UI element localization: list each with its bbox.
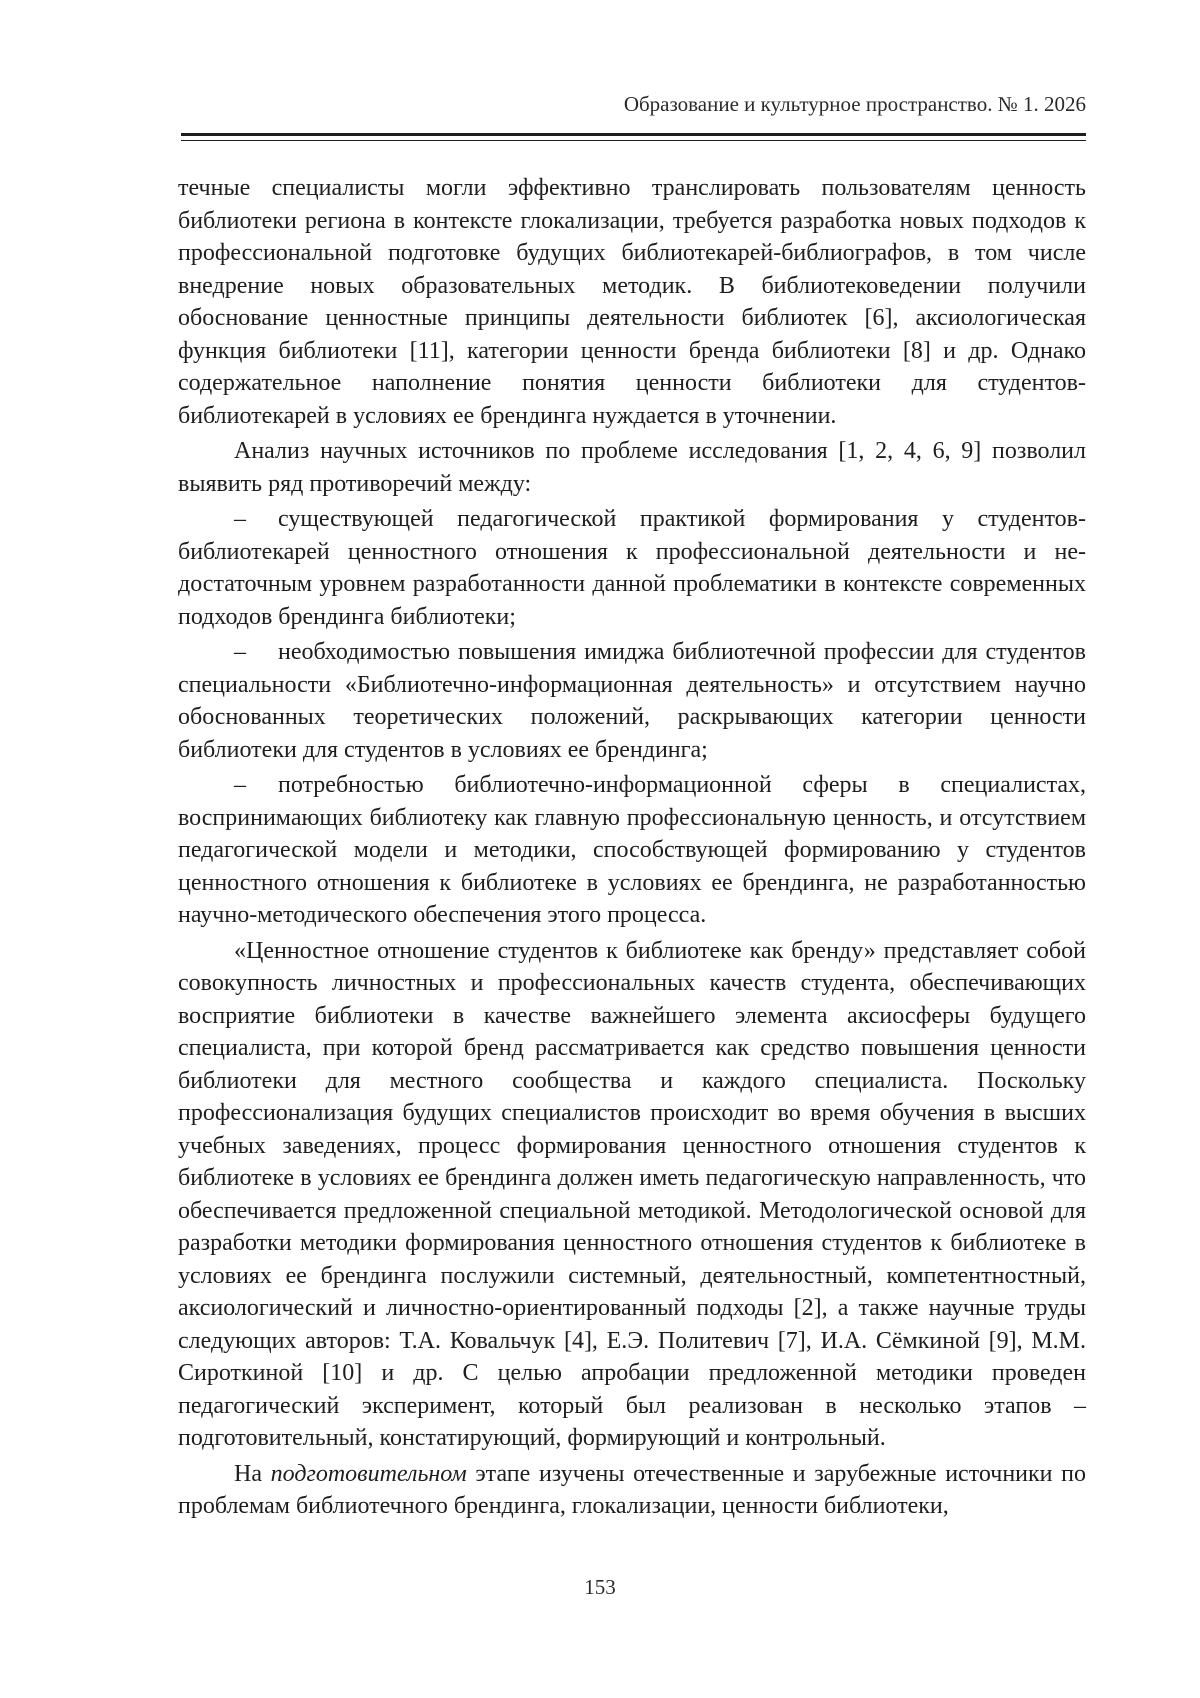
paragraph-preparatory-stage — [178, 1458, 1086, 1523]
article-body — [178, 172, 1086, 1523]
running-header: Образование и культурное пространство. № 1. 2026 — [623, 92, 1086, 116]
paragraph-value-relation: «Ценностное отношение студентов к библиотеке как бренду» представляет собой совокупность личностных и профессиональных качеств студента, обеспечивающих восприятие библиотеки в качестве важнейшего элемента аксиосферы будущего специалиста, при которой бренд рассматривается как средство повышения ценности библиотеки для местного сообщества и каждого специалиста. Поскольку профессионализация будущих специалистов происходит во время обучения в высших учебных заведениях, процесс формирования ценностного отношения студентов к библиотеке в условиях ее брендинга должен иметь педагогическую направленность, что обеспечивается предложенной специальной методикой. Методологической основой для разработки методики формирования ценностного отношения студентов к библиотеке в условиях ее брендинга послужили системный, деятельностный, компетентностный, аксиологический и личностно-ориентированный подходы [2], а также научные труды следующих авторов: Т.А. Ковальчук [4], Е.Э. Политевич [7], И.А. Сёмкиной [9], М.М. Сироткиной [10] и др. С целью апробации предложенной методики проведен педагогический эксперимент, который был реализован в несколько этапов – подготовительный, констатирующий, формирующий и контрольный. — [178, 937, 1086, 1451]
list-dash: – — [234, 639, 246, 665]
paragraph-rest: этапе изучены отечественные и зарубежные источники по проблемам библиотечного брендинга, глокализации, ценности библиотеки, — [178, 1460, 1087, 1519]
list-dash: – — [234, 506, 246, 532]
list-item-text: существующей педагогической практикой формирования у студентов-библиотекарей ценностного отношения к профессиональной деятельности и недостаточным уровнем разработанности данной проблематики в контексте современных подходов брендинга библиотеки; — [178, 506, 1086, 630]
header-rule-thick — [181, 133, 1086, 136]
paragraph-continuation: течные специалисты могли эффективно транслировать пользователям ценность библиотеки региона в контексте глокализации, требуется разработка новых подходов к профессиональной подготовке будущих библиотекарей-библиографов, в том числе внедрение новых образовательных методик. В библиотековедении получили обоснование ценностные принципы деятельности библиотек [6], аксиологическая функция библиотеки [11], категории ценности бренда библиотеки [8] и др. Однако содержательное наполнение понятия ценности библиотеки для студентов-библиотекарей в условиях ее брендинга нуждается в уточнении. — [178, 175, 1086, 429]
page-number: 153 — [584, 1575, 616, 1599]
list-item — [178, 503, 1086, 633]
list-dash: – — [234, 772, 246, 798]
paragraph-analysis: Анализ научных источников по проблеме исследования [1, 2, 4, 6, 9] позволил выявить ряд противоречий между: — [178, 438, 1086, 497]
list-item-text: потребностью библиотечно-информационной сферы в специалистах, воспринимающих библиотеку как главную профессиональную ценность, и отсутствием педагогической модели и методики, способствующей формированию у студентов ценностного отношения к библиотеке в условиях ее брендинга, не разработанностью научно-методического обеспечения этого процесса. — [178, 772, 1086, 928]
header-rule-thin — [181, 140, 1086, 141]
list-item — [178, 769, 1086, 932]
italic-term: подготовительном — [270, 1460, 467, 1487]
paragraph-start: На — [234, 1460, 262, 1487]
list-item-text: необходимостью повышения имиджа библиотечной профессии для студентов специальности «Библиотечно-информационная деятельность» и отсутствием научно обоснованных теоретических положений, раскрывающих категории ценности библиотеки для студентов в условиях ее брендинга; — [178, 639, 1086, 763]
list-item — [178, 636, 1086, 766]
